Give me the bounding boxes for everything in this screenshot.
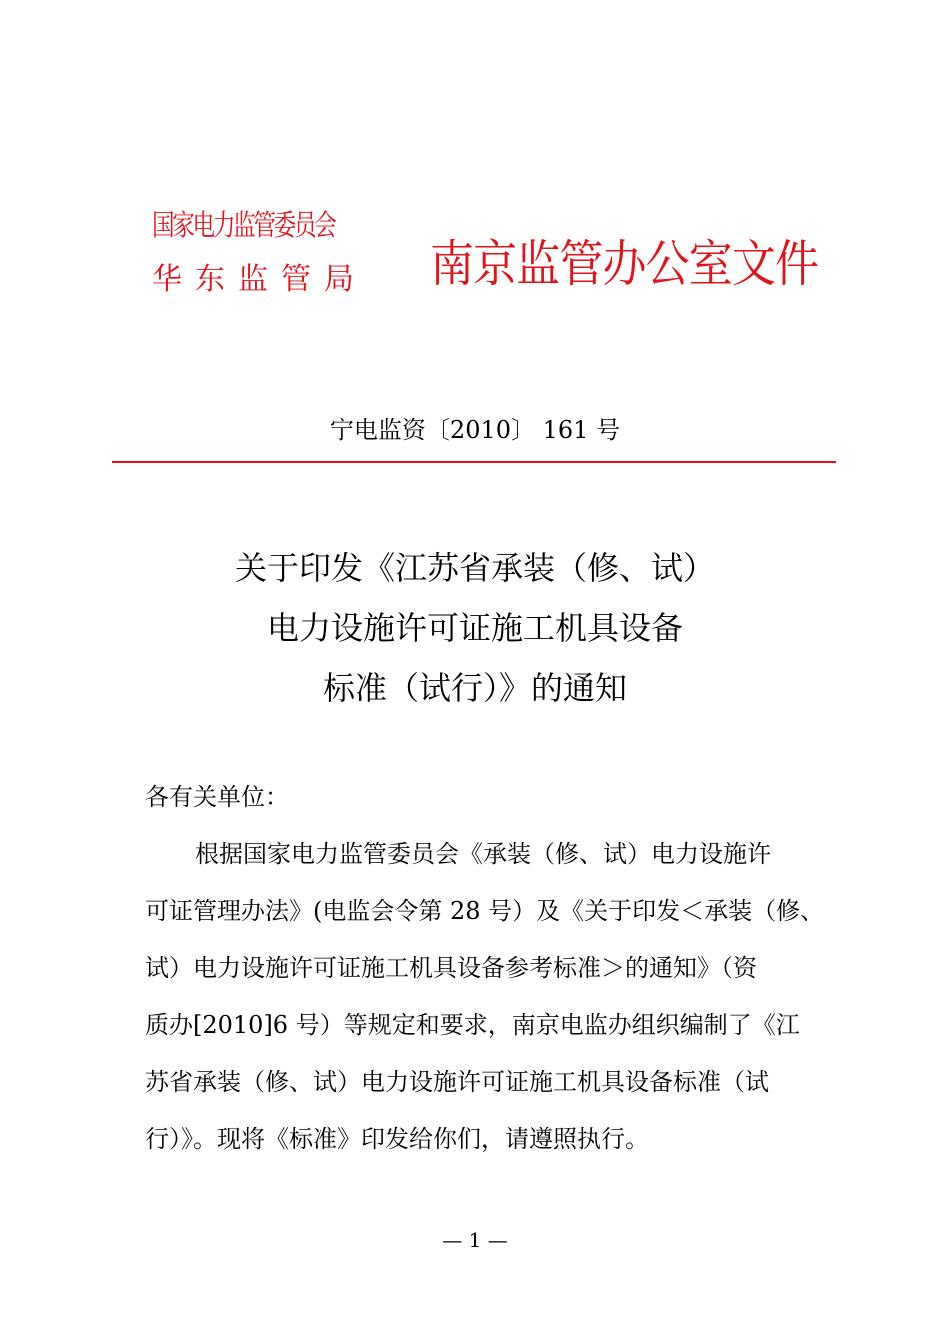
body-line: 试）电力设施许可证施工机具设备参考标准＞的通知》（资 (145, 954, 757, 982)
red-divider-line (112, 461, 836, 463)
notice-title-line: 关于印发《江苏省承装（修、试） (234, 549, 715, 587)
notice-title-line: 标准（试行）》的通知 (322, 669, 627, 707)
document-number: 宁电监资〔2010〕 161 号 (329, 416, 621, 444)
body-line: 质办[2010]6 号）等规定和要求，南京电监办组织编制了《江 (145, 1011, 800, 1039)
org-name-line2: 华东监管局 (152, 262, 367, 297)
notice-title (0, 538, 950, 718)
org-name-line1: 国家电力监管委员会 (152, 208, 335, 242)
page-number: — 1 — (442, 1228, 508, 1252)
body-paragraph (145, 834, 824, 1176)
salutation: 各有关单位： (145, 783, 289, 811)
issuing-organization (152, 205, 386, 303)
body-line: 行）》。现将《标准》印发给你们，请遵照执行。 (145, 1125, 649, 1153)
body-line: 苏省承装（修、试）电力设施许可证施工机具设备标准（试 (145, 1068, 769, 1096)
document-header-title: 南京监管办公室文件 (430, 235, 819, 293)
notice-title-line: 电力设施许可证施工机具设备 (266, 609, 683, 647)
body-line: 根据国家电力监管委员会《承装（修、试）电力设施许 (195, 840, 771, 868)
body-line: 可证管理办法》(电监会令第 28 号）及《关于印发＜承装（修、 (145, 897, 825, 925)
